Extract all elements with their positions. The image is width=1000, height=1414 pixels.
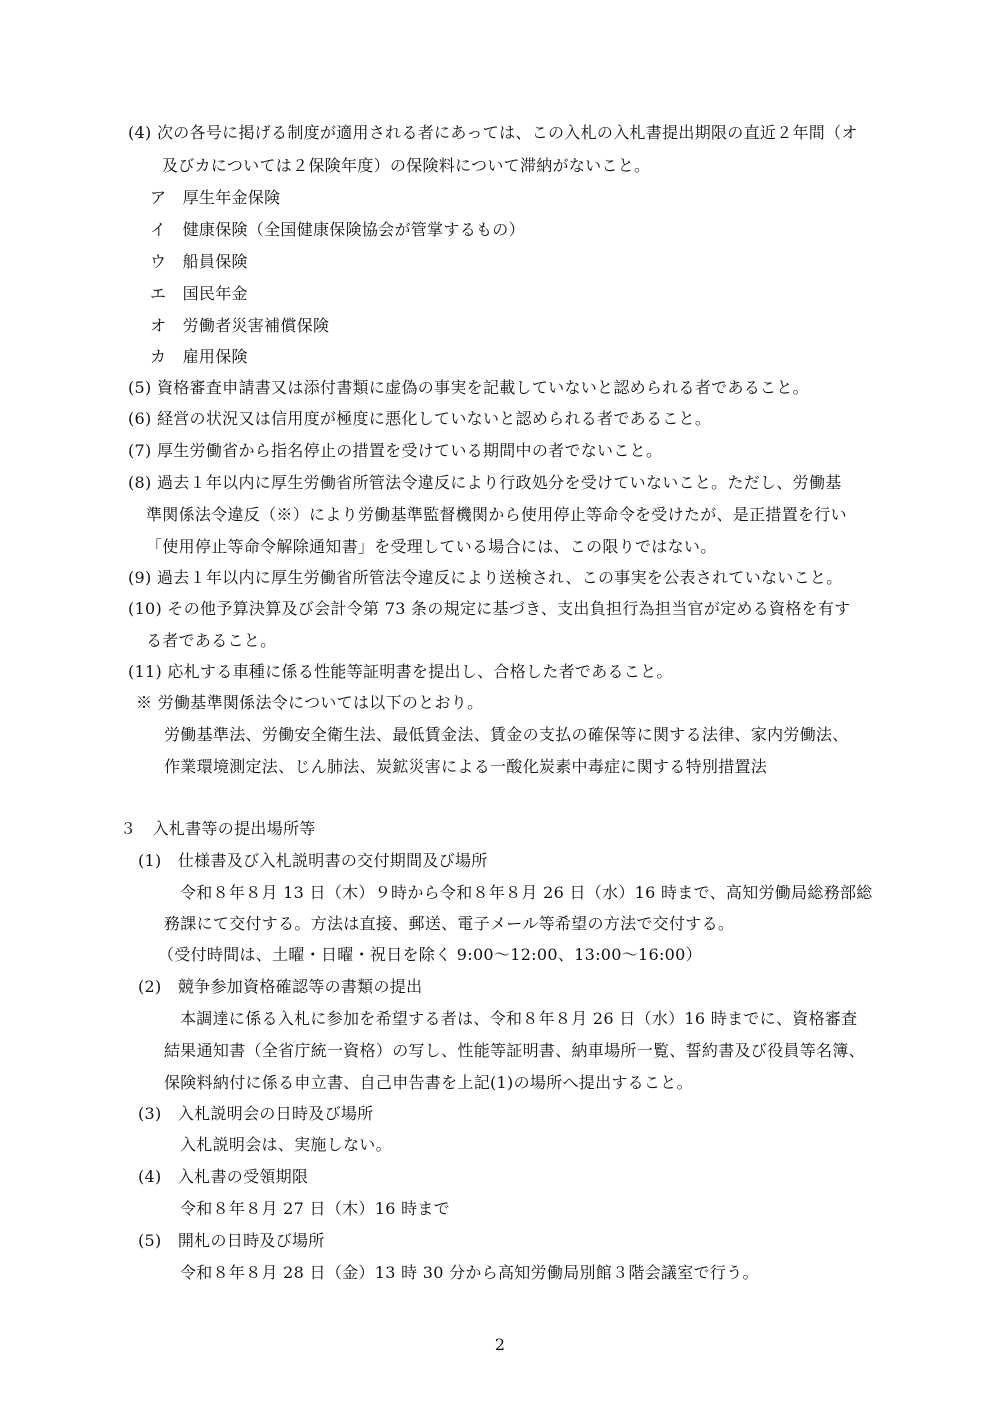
text-line: (7) 厚生労働省から指名停止の措置を受けている期間中の者でないこと。 [128,441,663,460]
text-line: (5) 資格審査申請書又は添付書類に虚偽の事実を記載していないと認められる者であること。 [128,378,809,397]
text-line: (5) 開札の日時及び場所 [138,1231,325,1250]
text-line: 本調達に係る入札に参加を希望する者は、令和８年８月 26 日（水）16 時までに、資格審査 [180,1009,858,1028]
text-line: (1) 仕様書及び入札説明書の交付期間及び場所 [138,851,488,870]
text-line: 及びカについては２保険年度）の保険料について滞納がないこと。 [162,156,651,175]
text-line: (2) 競争参加資格確認等の書類の提出 [138,977,423,996]
text-line: る者であること。 [146,631,277,650]
text-line: 作業環境測定法、じん肺法、炭鉱災害による一酸化炭素中毒症に関する特別措置法 [164,757,768,776]
text-line: エ 国民年金 [150,284,248,303]
text-line: ウ 船員保険 [150,252,248,271]
text-line: (4) 次の各号に掲げる制度が適用される者にあっては、この入札の入札書提出期限の直近２年間（オ [128,123,858,142]
text-line: (4) 入札書の受領期限 [138,1167,309,1186]
text-line: オ 労働者災害補償保険 [150,316,330,335]
text-line: (9) 過去１年以内に厚生労働省所管法令違反により送検され、この事実を公表されていないこと。 [128,568,843,587]
text-line: ア 厚生年金保険 [150,188,281,207]
text-line: (10) その他予算決算及び会計令第 73 条の規定に基づき、支出負担行為担当官が定める資格を有す [128,599,851,618]
page-number: 2 [494,1335,506,1354]
text-line: 入札説明会は、実施しない。 [180,1135,392,1154]
section-heading: ３ 入札書等の提出場所等 [120,819,316,838]
text-line: 準関係法令違反（※）により労働基準監督機関から使用停止等命令を受けたが、是正措置を行い [146,505,847,524]
text-line: 令和８年８月 28 日（金）13 時 30 分から高知労働局別館３階会議室で行う。 [180,1263,759,1282]
text-line: (3) 入札説明会の日時及び場所 [138,1104,374,1123]
text-line: ※ 労働基準関係法令については以下のとおり。 [136,693,484,712]
text-line: カ 雇用保険 [150,347,248,366]
text-line: イ 健康保険（全国健康保険協会が管掌するもの） [150,220,525,239]
text-line: (11) 応札する車種に係る性能等証明書を提出し、合格した者であること。 [128,662,673,681]
text-line: 令和８年８月 13 日（木）９時から令和８年８月 26 日（水）16 時まで、高知労働局総務部総 [180,883,873,902]
text-line: 「使用停止等命令解除通知書」を受理している場合には、この限りではない。 [146,537,717,556]
text-line: 保険料納付に係る申立書、自己申告書を上記(1)の場所へ提出すること。 [164,1073,693,1092]
text-line: 令和８年８月 27 日（木）16 時まで [180,1199,450,1218]
text-line: 結果通知書（全省庁統一資格）の写し、性能等証明書、納車場所一覧、誓約書及び役員等名簿、 [164,1041,865,1060]
text-line: 労働基準法、労働安全衛生法、最低賃金法、賃金の支払の確保等に関する法律、家内労働法、 [164,725,849,744]
text-line: 務課にて交付する。方法は直接、郵送、電子メール等希望の方法で交付する。 [164,914,735,933]
text-line: (6) 経営の状況又は信用度が極度に悪化していないと認められる者であること。 [128,409,712,428]
text-line: (8) 過去１年以内に厚生労働省所管法令違反により行政処分を受けていないこと。ただし、労働基 [128,473,842,492]
text-line: （受付時間は、土曜・日曜・祝日を除く 9:00～12:00、13:00～16:00） [158,945,702,964]
